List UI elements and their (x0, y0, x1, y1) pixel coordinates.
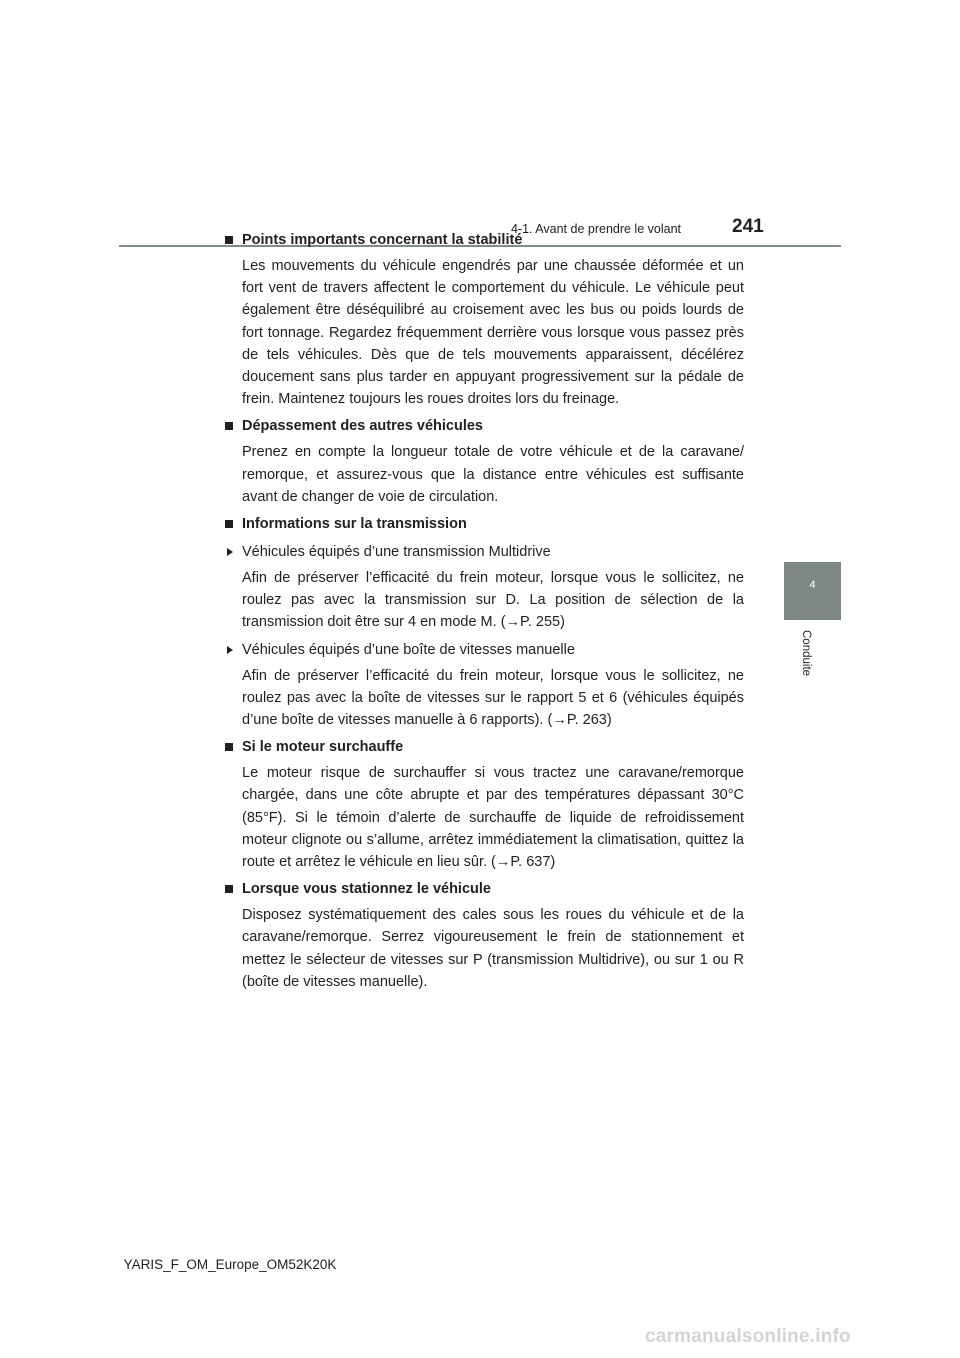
section-paragraph: Prenez en compte la longueur totale de votre véhicule et de la caravane/ remorque, et assurez-vous que la distance entre véhicules est suffisante avant de changer de voie de circulation. (242, 444, 744, 505)
section-heading (224, 877, 744, 901)
triangle-bullet-icon (227, 548, 233, 556)
subsection-title-text: Véhicules équipés d’une boîte de vitesses manuelle (242, 641, 575, 658)
section-heading-text: Points importants concernant la stabilité (242, 232, 523, 248)
page-content (224, 224, 744, 997)
footer-doc-id: YARIS_F_OM_Europe_OM52K20K (123, 1257, 337, 1272)
chapter-tab-label: Conduite (800, 630, 812, 677)
square-bullet-icon (225, 520, 233, 528)
section-heading-text: Lorsque vous stationnez le véhicule (242, 881, 491, 898)
square-bullet-icon (225, 236, 233, 244)
subsection-title (224, 540, 744, 564)
section-paragraph: Les mouvements du véhicule engendrés par une chaussée déformée et un fort vent de travers affectent le comportement du véhicule. Le véhicule peut également être déséquilibré au croisement avec les bus ou poids lourds de fort tonnage. Regardez fréquemment derrière vous lorsque vous passez près de tels véhicules. Dès que de tels mouvements apparaissent, décélérez doucement sans plus tarder en appuyant progressivement sur la pédale de frein. Maintenez toujours les roues droites lors du freinage. (242, 258, 744, 408)
square-bullet-icon (225, 743, 233, 751)
square-bullet-icon (225, 885, 233, 893)
section-transmission (224, 512, 744, 731)
square-bullet-icon (225, 422, 233, 430)
header-section-title: 4-1. Avant de prendre le volant (510, 222, 681, 236)
subsection-paragraph: Afin de préserver l’efficacité du frein moteur, lorsque vous le sollicitez, ne roulez pas avec la boîte de vitesses sur le rapport 5 et 6 (véhicules équipés d’une boîte de vitesses manuelle à 6 rapports). (→P. 263) (242, 667, 744, 729)
section-paragraph: Disposez systématiquement des cales sous les roues du véhicule et de la caravane/remorque. Serrez vigoureusement le frein de stationnement et mettez le sélecteur de vitesses sur P (transmission Multidrive), ou sur 1 ou R (boîte de vitesses manuelle). (242, 907, 744, 990)
section-heading-text: Si le moteur surchauffe (242, 739, 404, 756)
section-heading (224, 512, 744, 536)
section-overheating (224, 735, 744, 873)
section-heading-text: Informations sur la transmission (242, 516, 467, 533)
section-overtaking (224, 414, 744, 508)
section-parking (224, 877, 744, 993)
section-heading (224, 414, 744, 438)
triangle-bullet-icon (227, 646, 233, 654)
section-stability (224, 228, 744, 410)
section-paragraph: Le moteur risque de surchauffer si vous tractez une caravane/remorque chargée, dans une côte abrupte et par des températures dépassant 30°C (85°F). Si le témoin d’alerte de surchauffe de liquide de refroidissement moteur clignote ou s’allume, arrêtez immédiatement la climatisation, quittez la route et arrêtez le véhicule en lieu sûr. (→P. 637) (242, 765, 744, 871)
section-heading (224, 735, 744, 759)
subsection-title (224, 638, 744, 662)
footer-doc-id-row (0, 1257, 960, 1272)
chapter-tab-number: 4 (809, 579, 816, 591)
page-number: 241 (732, 216, 764, 237)
subsection-paragraph: Afin de préserver l’efficacité du frein moteur, lorsque vous le sollicitez, ne roulez pas avec la transmission sur D. La position de sélection de la transmission doit être sur 4 en mode M. (→P. 255) (242, 570, 744, 631)
section-heading-text: Dépassement des autres véhicules (242, 418, 483, 435)
subsection-title-text: Véhicules équipés d’une transmission Multidrive (242, 544, 551, 561)
section-heading (224, 228, 744, 252)
watermark-text: carmanualsonline.info (645, 1326, 851, 1347)
chapter-tab[interactable] (784, 562, 841, 620)
